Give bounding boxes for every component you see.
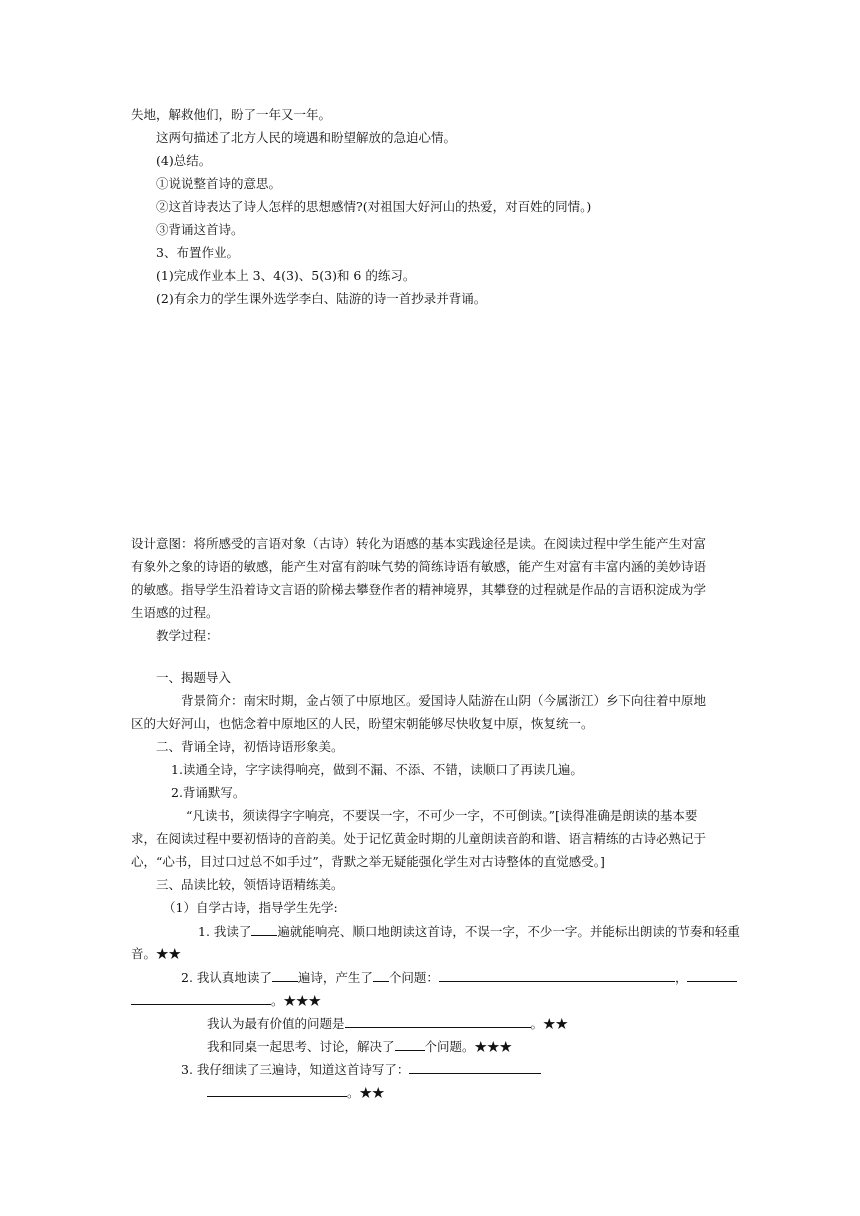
text-line: 背景简介：南宋时期，金占领了中原地区。爱国诗人陆游在山阴（今属浙江）乡下向往着中原地 [181, 693, 707, 708]
task-text: 3. 我仔细读了三遍诗，知道这首诗写了： [181, 1062, 410, 1077]
task-line [181, 1061, 541, 1078]
text-line: （1）自学古诗，指导学生先学: [163, 900, 338, 915]
task-line [131, 992, 321, 1009]
section-heading: 教学过程： [156, 628, 219, 643]
task-text: 我认为最有价值的问题是 [207, 1016, 345, 1031]
task-text: 遍诗，产生了 [297, 970, 373, 985]
text-line: ③背诵这首诗。 [156, 222, 244, 237]
text-line: (4)总结。 [156, 153, 212, 168]
fill-blank[interactable] [251, 923, 277, 936]
text-line: 1.读通全诗，字字读得响亮，做到不漏、不添、不错，读顺口了再读几遍。 [171, 762, 583, 777]
fill-blank[interactable] [395, 1038, 425, 1051]
task-text: 。★★ [530, 1016, 569, 1031]
task-text: 。★★ [347, 1085, 385, 1100]
section-heading: 三、品读比较，领悟诗语精练美。 [156, 877, 344, 892]
task-line [207, 1038, 512, 1055]
text-line: 区的大好河山，也惦念着中原地区的人民，盼望宋朝能够尽快收复中原，恢复统一。 [131, 716, 594, 731]
task-line [198, 923, 740, 940]
fill-blank[interactable] [439, 969, 675, 982]
text-line: 生语感的过程。 [131, 605, 219, 620]
text-line: 失地，解救他们，盼了一年又一年。 [131, 107, 332, 122]
fill-blank[interactable] [207, 1084, 347, 1097]
text-line: 音。★★ [131, 946, 182, 961]
task-line [207, 1084, 385, 1101]
fill-blank[interactable] [409, 1061, 541, 1074]
task-text: 1. 我读了 [198, 924, 252, 939]
task-text: ， [674, 970, 688, 985]
task-line [207, 1015, 568, 1032]
task-text: 2. 我认真地读了 [181, 970, 272, 985]
text-line: 心，“心书，目过口过总不如手过”，背默之举无疑能强化学生对古诗整体的直觉感受。] [131, 854, 605, 869]
text-line: 这两句描述了北方人民的境遇和盼望解放的急迫心情。 [156, 130, 457, 145]
text-line: (2)有余力的学生课外选学李白、陆游的诗一首抄录并背诵。 [156, 291, 487, 306]
section-heading: 一、揭题导入 [156, 670, 232, 685]
fill-blank[interactable] [345, 1015, 531, 1028]
text-line: 有象外之象的诗语的敏感，能产生对富有韵味气势的简练诗语有敏感，能产生对富有丰富内涵的美妙诗语 [131, 559, 707, 574]
text-line: (1)完成作业本上 3、4(3)、5(3)和 6 的练习。 [156, 268, 416, 283]
text-line: ①说说整首诗的意思。 [156, 176, 282, 191]
fill-blank[interactable] [373, 969, 389, 982]
task-line [181, 969, 737, 986]
task-text: 个问题。★★★ [424, 1039, 513, 1054]
fill-blank[interactable] [131, 992, 271, 1005]
text-line: 2.背诵默写。 [171, 785, 246, 800]
task-text: 我和同桌一起思考、讨论，解决了 [207, 1039, 395, 1054]
fill-blank[interactable] [687, 969, 737, 982]
section-heading: 二、背诵全诗，初悟诗语形象美。 [156, 739, 344, 754]
text-line: 设计意图：将所感受的言语对象（古诗）转化为语感的基本实践途径是读。在阅读过程中学生能产生对富 [131, 536, 707, 551]
task-text: 个问题： [388, 970, 439, 985]
text-line: 求，在阅读过程中要初悟诗的音韵美。处于记忆黄金时期的儿童朗读音韵和谐、语言精练的古诗必熟记于 [131, 831, 707, 846]
task-text: 。★★★ [271, 993, 322, 1008]
text-line: “凡读书，须读得字字响亮，不要误一字，不可少一字，不可倒读。”[读得准确是朗读的基本要 [186, 808, 698, 823]
text-line: 的敏感。指导学生沿着诗文言语的阶梯去攀登作者的精神境界，其攀登的过程就是作品的言语积淀成为学 [131, 582, 707, 597]
fill-blank[interactable] [272, 969, 298, 982]
text-line: 3、布置作业。 [156, 245, 239, 260]
task-text: 遍就能响亮、顺口地朗读这首诗，不误一字，不少一字。并能标出朗读的节奏和轻重 [277, 924, 740, 939]
text-line: ②这首诗表达了诗人怎样的思想感情?(对祖国大好河山的热爱，对百姓的同情。) [156, 199, 592, 214]
